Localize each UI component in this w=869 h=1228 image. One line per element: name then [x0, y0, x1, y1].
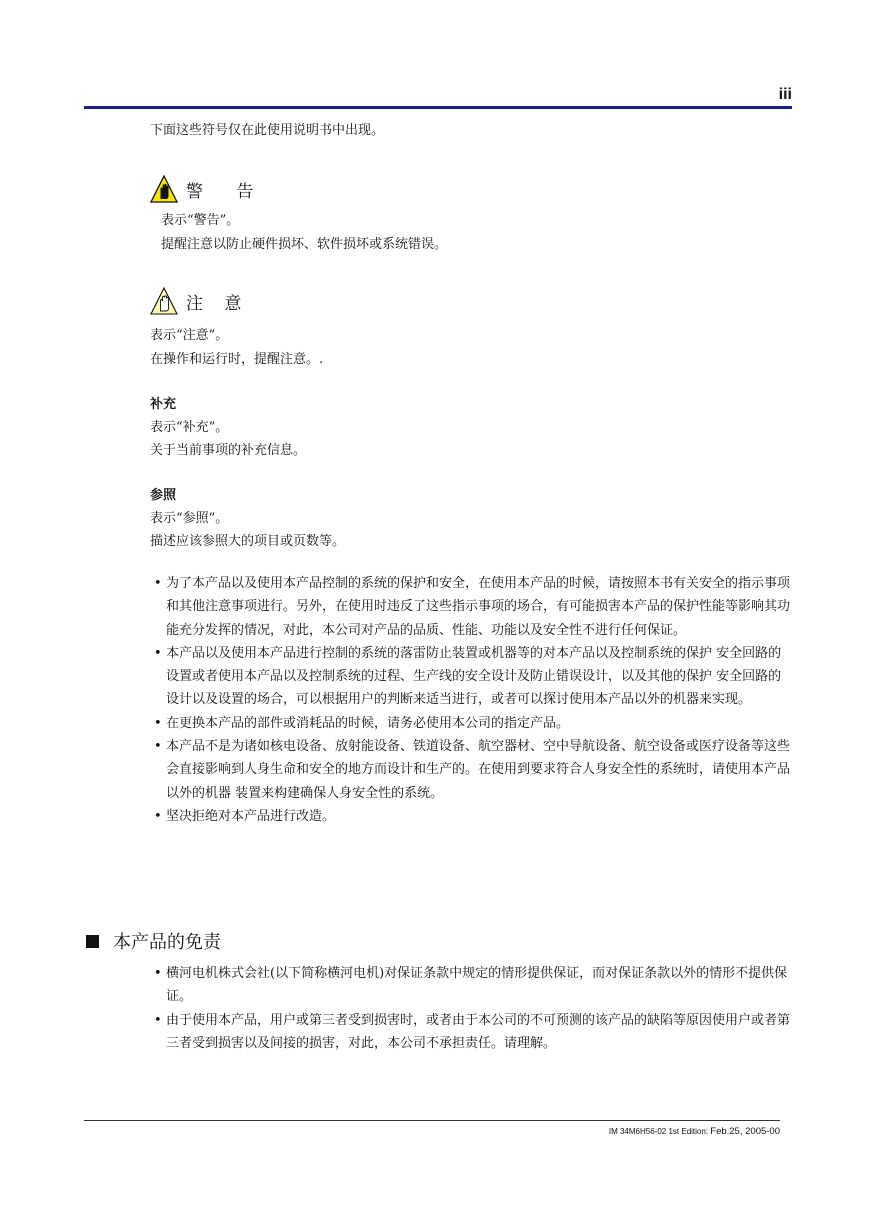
footer-rule [84, 1120, 780, 1121]
safety-list [150, 572, 790, 828]
see-also-label: 参照 [150, 488, 177, 503]
warning-title: 警 告 [186, 181, 268, 202]
list-item [150, 962, 790, 1009]
see-also-desc-2: 描述应该参照大的项目或页数等。 [150, 534, 346, 549]
list-item [150, 1009, 790, 1056]
see-also-desc-1: 表示“参照”。 [150, 511, 229, 526]
intro-text: 下面这些符号仅在此使用说明书中出现。 [150, 123, 385, 138]
note-label: 补充 [150, 397, 177, 412]
safety-text-4: 本产品不是为诸如核电设备、放射能设备、铁道设备、航空器材、空中导航设备、航空设备或医疗设备等这些会直接影响到人身生命和安全的地方而设计和生产的。在使用到要求符合人身安全性的系统时，请使用本产品以外的机器 装置来构建确保人身安全性的系统。 [166, 739, 791, 801]
disclaimer-list [150, 962, 790, 1055]
bullet-dot: • [154, 966, 162, 981]
bullet-dot: • [154, 1012, 162, 1028]
safety-text-5: 坚决拒绝对本产品进行改造。 [166, 808, 336, 824]
bullet-dot: • [154, 576, 162, 591]
safety-text-3: 在更换本产品的部件或消耗品的时候，请务必使用本公司的指定产品。 [166, 715, 570, 731]
bullet-dot: • [154, 739, 162, 755]
caution-hand-icon [150, 287, 178, 315]
disclaimer-heading [86, 928, 221, 954]
warning-header [150, 175, 267, 203]
footer [500, 1126, 780, 1137]
page-number: iii [778, 86, 792, 103]
note-desc-1: 表示“补充”。 [150, 420, 229, 435]
bullet-dot: • [154, 715, 162, 731]
caution-desc-2: 在操作和运行时，提醒注意。. [150, 352, 324, 367]
bullet-dot: • [154, 808, 162, 824]
warning-desc-2: 提醒注意以防止硬件损坏、软件损坏或系统错误。 [161, 237, 448, 252]
warning-hand-icon [150, 175, 178, 203]
disclaimer-text-1: 横河电机株式会社(以下简称横河电机)对保证条款中规定的情形提供保证，而对保证条款以外的情形不提供保证。 [166, 966, 788, 1005]
note-desc-2: 关于当前事项的补充信息。 [150, 443, 307, 458]
caution-desc-1: 表示“注意”。 [150, 328, 229, 343]
safety-text-2: 本产品以及使用本产品进行控制的系统的落雷防止装置或机器等的对本产品以及控制系统的保护 安全回路的设置或者使用本产品以及控制系统的过程、生产线的安全设计及防止错误设计，以及其他的保护 安全回路的设计以及设置的场合，可以根据用户的判断来适当进行，或者可以探讨使用本产品以外的机器来实现。 [166, 645, 782, 708]
caution-title: 注 意 [186, 293, 250, 314]
section-title: 本产品的免责 [113, 932, 221, 953]
header-rule [84, 106, 792, 109]
list-item [150, 712, 790, 735]
warning-desc-1: 表示“警告”。 [161, 213, 240, 228]
disclaimer-text-2: 由于使用本产品，用户或第三者受到损害时，或者由于本公司的不可预测的该产品的缺陷等原因使用户或者第三者受到损害以及间接的损害，对此，本公司不承担责任。请理解。 [166, 1012, 791, 1051]
footer-doc-id: IM 34M6H56-02 1st Edition: [608, 1127, 711, 1136]
caution-header [150, 287, 249, 315]
footer-date: Feb.25, 2005-00 [710, 1126, 780, 1137]
list-item [150, 642, 790, 712]
list-item [150, 735, 790, 805]
list-item [150, 572, 790, 642]
safety-text-1: 为了本产品以及使用本产品控制的系统的保护和安全，在使用本产品的时候，请按照本书有关安全的指示事项和其他注意事项进行。另外，在使用时违反了这些指示事项的场合，有可能损害本产品的保护性能等影响其功能充分发挥的情况，对此，本公司对产品的品质、性能、功能以及安全性不进行任何保证。 [166, 576, 791, 638]
bullet-dot: • [154, 645, 162, 661]
list-item [150, 805, 790, 828]
square-bullet-icon [86, 935, 99, 948]
